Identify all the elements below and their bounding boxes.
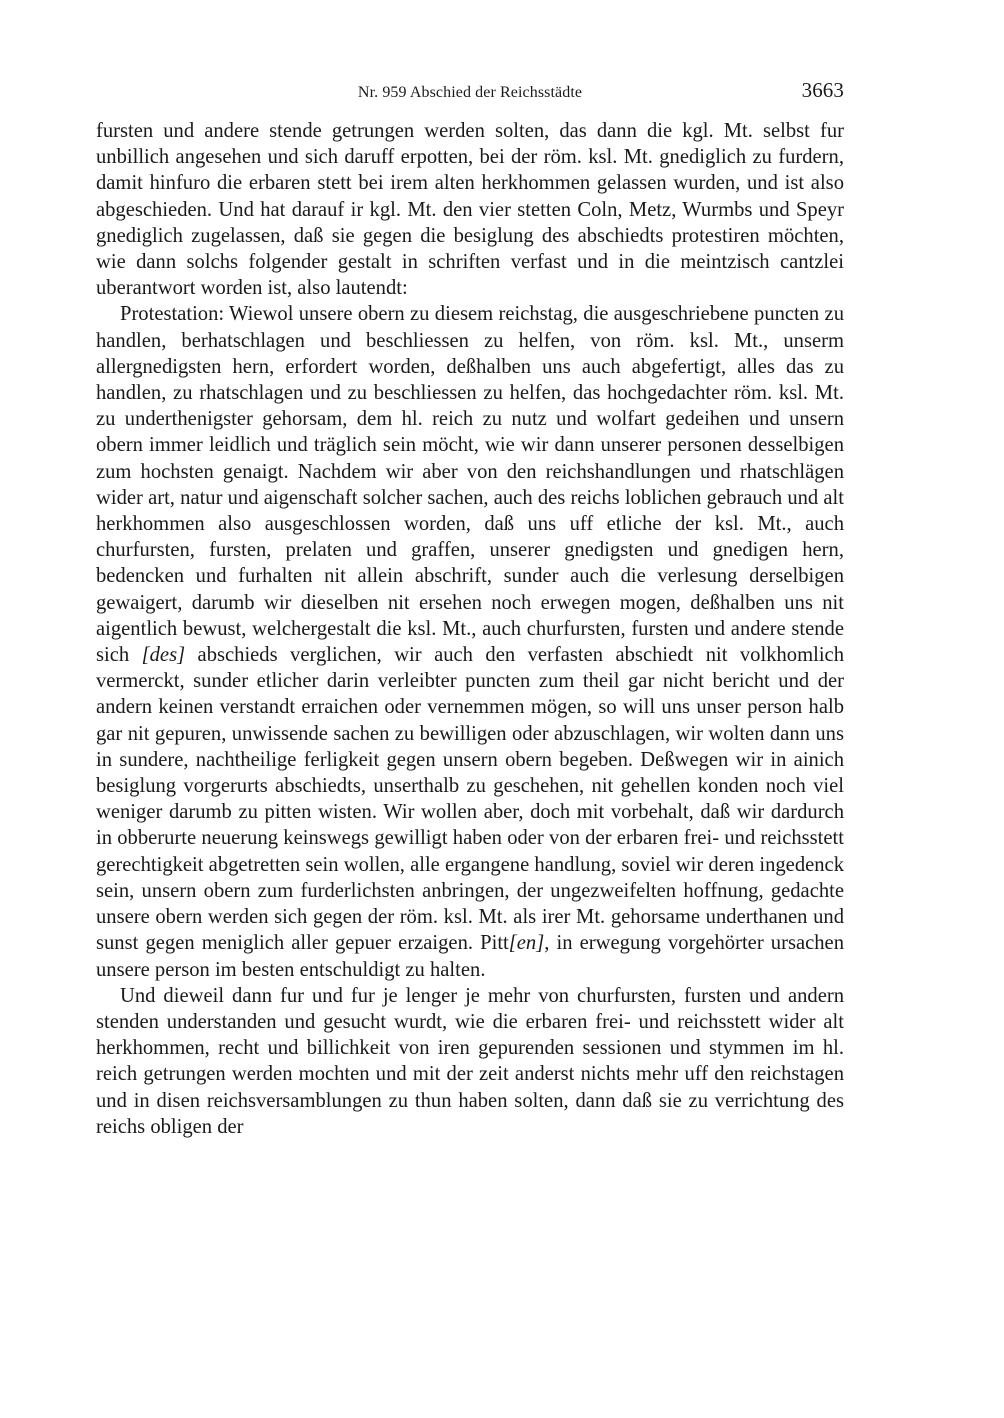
text-segment: fursten und andere stende getrungen werden solten, das dann die kgl. Mt. selbst fur unbillich angesehen und sich daruff erpotten, bei der röm. ksl. Mt. gnediglich zu furdern, damit hinfuro die erbaren stett bei irem alten herkhommen gelassen wurden, und ist also abgeschieden. Und hat darauf ir kgl. Mt. den vier stetten Coln, Metz, Wurmbs und Speyr gnediglich zugelassen, daß sie gegen die besiglung des abschiedts protestiren möchten, wie dann solchs folgender gestalt in schriften verfast und in die meintzisch cantzlei uberantwort worden ist, also lautendt: — [96, 120, 844, 300]
paragraph — [96, 301, 844, 982]
body-text — [96, 118, 844, 1140]
running-title: Nr. 959 Abschied der Reichsstädte — [357, 84, 583, 101]
editorial-insertion: [en] — [508, 932, 545, 955]
page-number: 3663 — [801, 78, 844, 102]
text-segment: Protestation: Wiewol unsere obern zu diesem reichstag, die ausgeschriebene puncten zu handlen, berhatschlagen und beschliessen zu helfen, von röm. ksl. Mt., unserm allergnedigsten hern, erfordert worden, deßhalben uns auch abgefertigt, alles das zu handlen, zu rhatschlagen und zu beschliessen zu helfen, das hochgedachter röm. ksl. Mt. zu underthenigster gehorsam, dem hl. reich zu nutz und wolfart gedeihen und unsern obern immer leidlich und träglich sein möcht, wie wir dann unserer personen desselbigen zum hochsten genaigt. Nachdem wir aber von den reichshandlungen und rhatschlägen wider art, natur und aigenschaft solcher sachen, auch des reichs loblichen gebrauch und alt herkhommen also ausgeschlossen worden, daß uns uff etliche der ksl. Mt., auch churfursten, fursten, prelaten und graffen, unserer gnedigsten und gnedigen hern, bedencken und furhalten nit allein abschrift, sunder auch die verlesung derselbigen gewaigert, darumb wir dieselben nit ersehen noch erwegen mogen, deßhalben uns nit aigentlich bewust, welchergestalt die ksl. Mt., auch churfursten, fursten und andere stende sich — [96, 303, 844, 667]
paragraph — [96, 983, 844, 1140]
running-head — [96, 78, 844, 110]
paragraph — [96, 118, 844, 301]
document-page — [96, 78, 844, 1140]
editorial-insertion: [des] — [141, 644, 186, 667]
text-segment: abschieds verglichen, wir auch den verfasten abschiedt nit volkhomlich vermerckt, sunder etlicher darin verleibter puncten zum theil gar nicht bericht und der andern keinen verstandt erraichen oder vernemmen mögen, so will uns unser person halb gar nit gepuren, unwissende sachen zu bewilligen oder abzuschlagen, wir wolten dann uns in sundere, nachtheilige ferligkeit gegen unsern obern begeben. Deßwegen wir in ainich besiglung vorgerurts abschiedts, unserthalb zu geschehen, nit gehellen konden noch viel weniger darumb zu pitten wisten. Wir wollen aber, doch mit vorbehalt, daß wir dardurch in obberurte neuerung keinswegs gewilligt haben oder von der erbaren frei- und reichsstett gerechtigkeit abgetretten sein wollen, alle ergangene handlung, soviel wir deren ingedenck sein, unsern obern zum furderlichsten anbringen, der ungezweifelten hoffnung, gedachte unsere obern werden sich gegen der röm. ksl. Mt. als irer Mt. gehorsame underthanen und sunst gegen meniglich aller gepuer erzaigen. Pitt — [96, 644, 844, 955]
text-segment: Und dieweil dann fur und fur je lenger je mehr von churfursten, fursten und andern stenden understanden und gesucht wurdt, wie die erbaren frei- und reichsstett wider alt herkhommen, recht und billichkeit von iren gepurenden sessionen und stymmen im hl. reich getrungen werden mochten und mit der zeit anderst nichts mehr uff den reichstagen und in disen reichsversamblungen zu thun haben solten, dann daß sie zu verrichtung des reichs obligen der — [96, 984, 844, 1138]
text-segment: , in erwegung vorgehörter ursachen unsere person im besten entschuldigt zu halten. — [96, 932, 844, 981]
